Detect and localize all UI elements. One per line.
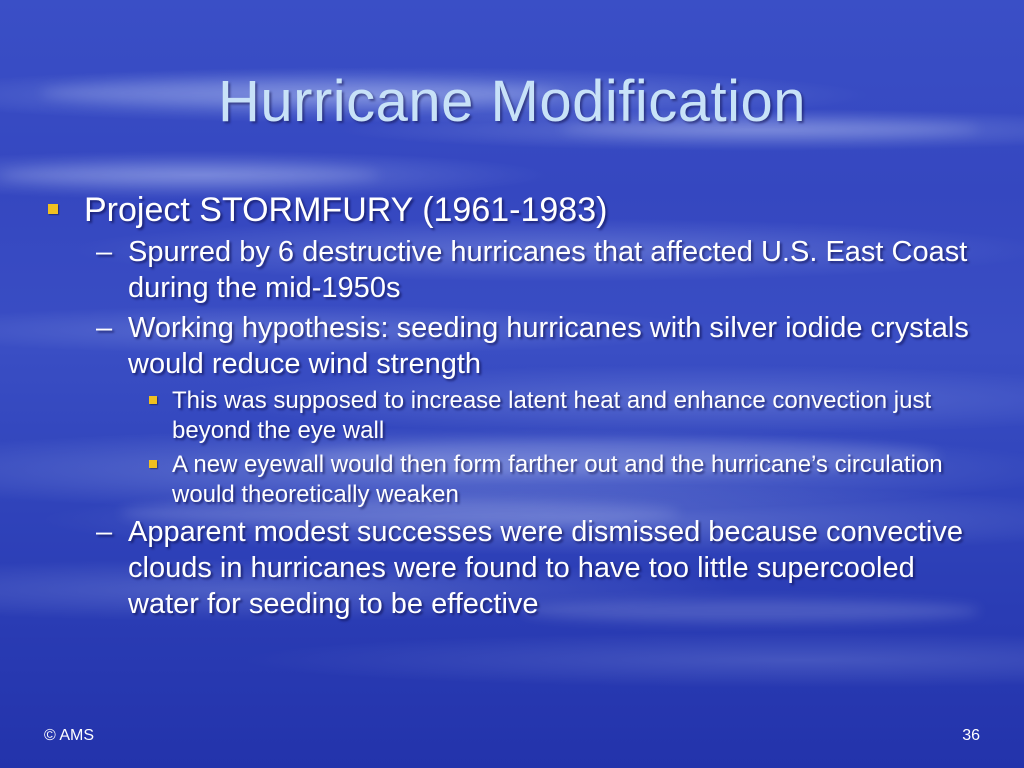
- bullet-text: A new eyewall would then form farther out and the hurricane’s circulation would theoretically weaken: [172, 451, 943, 508]
- bullet-text: Project STORMFURY (1961-1983): [84, 191, 608, 229]
- square-bullet-icon: [149, 396, 157, 404]
- dash-marker: –: [96, 236, 113, 268]
- dash-marker: –: [96, 516, 113, 548]
- cloud-streak: [0, 165, 380, 185]
- bullet-level1: [44, 190, 984, 230]
- bullet-text: Spurred by 6 destructive hurricanes that affected U.S. East Coast during the mid-1950s: [128, 236, 968, 304]
- bullet-level3: [44, 450, 984, 510]
- dash-marker: –: [96, 312, 113, 344]
- bullet-text: Working hypothesis: seeding hurricanes with silver iodide crystals would reduce wind strength: [128, 312, 969, 380]
- bullet-level2: [44, 234, 984, 306]
- slide-number: 36: [962, 727, 980, 744]
- square-bullet-icon: [48, 204, 58, 214]
- bullet-text: This was supposed to increase latent heat and enhance convection just beyond the eye wall: [172, 387, 932, 444]
- footer-copyright: © AMS: [44, 727, 95, 744]
- bullet-level2: [44, 310, 984, 382]
- slide-body: [44, 190, 984, 624]
- slide-title: Hurricane Modification: [217, 69, 807, 134]
- bullet-text: Apparent modest successes were dismissed because convective clouds in hurricanes were found to have too little supercooled water for seeding to be effective: [128, 516, 963, 620]
- square-bullet-icon: [149, 460, 157, 468]
- bullet-level2: [44, 514, 984, 622]
- bullet-level3: [44, 386, 984, 446]
